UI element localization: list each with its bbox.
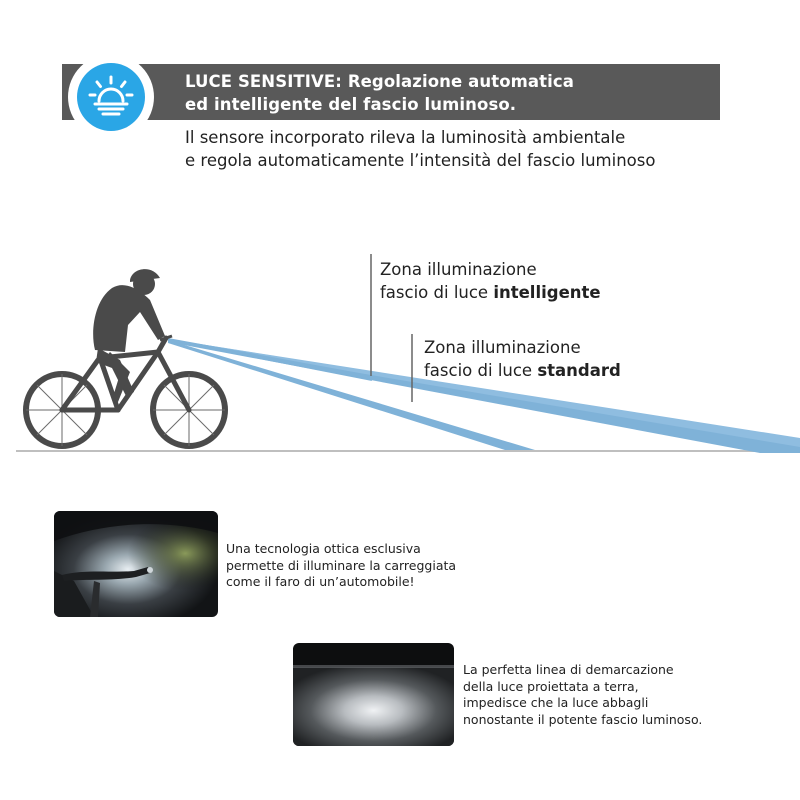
subtitle-line: Il sensore incorporato rileva la luminosità ambientale: [185, 128, 626, 147]
zone-standard-line2: [424, 359, 621, 382]
feature-caption-ground: [463, 662, 702, 728]
caption-line: nonostante il potente fascio luminoso.: [463, 711, 703, 727]
zone-intelligent-label: [380, 258, 601, 304]
subtitle-line: e regola automaticamente l’intensità del fascio luminoso: [185, 151, 656, 170]
caption-line: permette di illuminare la carreggiata: [226, 557, 457, 573]
zone-standard-prefix: fascio di luce: [424, 361, 538, 380]
cyclist-silhouette: [26, 269, 225, 446]
feature-caption-night: [226, 541, 456, 591]
zone-intelligent-line1: Zona illuminazione: [380, 260, 537, 279]
zone-standard-label: [424, 336, 621, 382]
night-road-headlight-photo: [54, 511, 218, 617]
caption-line: Una tecnologia ottica esclusiva: [226, 541, 421, 556]
zone-intelligent-prefix: fascio di luce: [380, 283, 494, 302]
ground-cutoff-photo: [293, 643, 454, 746]
zone-intelligent-bold: intelligente: [493, 283, 601, 302]
caption-line: della luce proiettata a terra,: [463, 678, 639, 694]
header-title-line: LUCE SENSITIVE: Regolazione automatica: [185, 72, 575, 91]
zone-intelligent-line2: [380, 281, 601, 304]
zone-standard-bold: standard: [537, 361, 621, 380]
header-title-line: ed intelligente del fascio luminoso.: [185, 95, 517, 114]
caption-line: come il faro di un’automobile!: [226, 574, 415, 589]
caption-line: La perfetta linea di demarcazione: [463, 662, 674, 677]
caption-line: impedisce che la luce abbagli: [463, 695, 649, 710]
zone-standard-line1: Zona illuminazione: [424, 338, 581, 357]
